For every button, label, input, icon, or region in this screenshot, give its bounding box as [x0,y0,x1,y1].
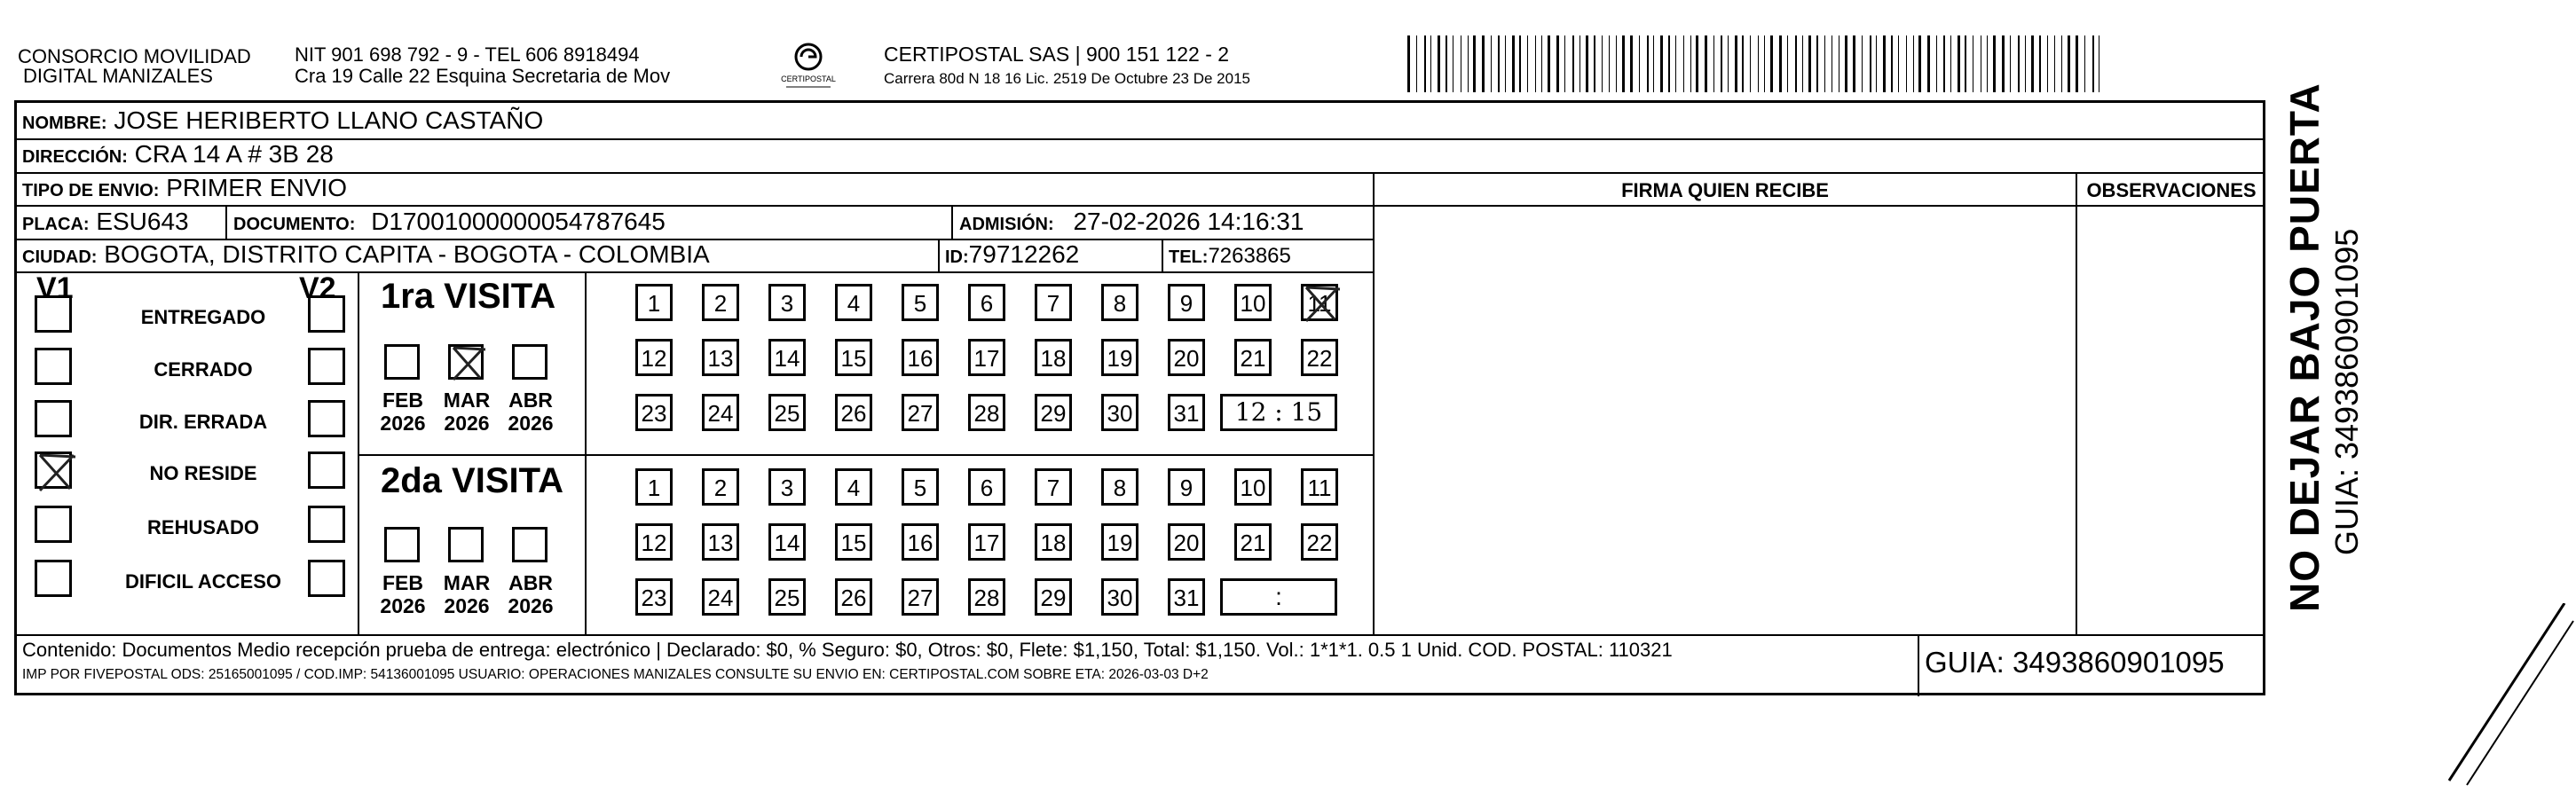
placa-row [22,208,189,239]
visit1-day-box[interactable]: 2 [702,284,739,321]
check-mark-icon [1301,284,1342,325]
visit1-day-box[interactable]: 24 [702,394,739,431]
ciudad-label: CIUDAD: [22,247,98,267]
visit1-month-label: FEB [382,389,423,412]
visit1-day-box[interactable]: 6 [968,284,1005,321]
v1-header: V1 [36,271,74,305]
visit1-day-box[interactable]: 17 [968,339,1005,376]
visit1-title: 1ra VISITA [381,277,556,316]
visit1-day-box[interactable]: 12 [635,339,673,376]
address-line: Cra 19 Calle 22 Esquina Secretaria de Mov [295,65,671,87]
footer-guia: GUIA: 3493860901095 [1925,646,2225,679]
status-label: REHUSADO [147,516,259,538]
tel-value: 7263865 [1208,244,1291,268]
visit2-day-box[interactable]: 5 [902,468,939,506]
status-v2-checkbox[interactable] [308,560,345,597]
visit1-day-box[interactable]: 13 [702,339,739,376]
visit2-day-box[interactable]: 25 [768,578,806,616]
id-value: 79712262 [968,240,1080,268]
visit1-day-box[interactable]: 14 [768,339,806,376]
visit1-day-box[interactable]: 8 [1101,284,1138,321]
admision-value: 27-02-2026 14:16:31 [1073,208,1304,235]
admision-label: ADMISIÓN: [959,215,1054,234]
status-v1-checkbox[interactable] [35,560,72,597]
visit2-day-box[interactable]: 13 [702,523,739,561]
visit2-day-box[interactable]: 26 [835,578,872,616]
v2-header: V2 [299,271,336,305]
visit1-day-box[interactable]: 25 [768,394,806,431]
visit1-day-box[interactable]: 20 [1168,339,1205,376]
visit2-year-label: 2026 [380,594,426,617]
tipo-label: TIPO DE ENVIO: [22,181,160,200]
visit2-day-box[interactable]: 31 [1168,578,1205,616]
visit2-day-box[interactable]: 8 [1101,468,1138,506]
status-v1-checkbox[interactable] [35,295,72,333]
tel-label: TEL: [1169,247,1209,267]
visit1-day-box[interactable]: 11 [1301,284,1338,321]
certipostal-line2: Carrera 80d N 18 16 Lic. 2519 De Octubre 23 De 2015 [884,70,1250,87]
admision-row [959,208,1304,239]
logo-icon [770,41,847,94]
visit2-day-box[interactable]: 10 [1234,468,1272,506]
delivery-form [14,100,2265,695]
visit2-day-box[interactable]: 2 [702,468,739,506]
visit2-day-box[interactable]: 30 [1101,578,1138,616]
visit1-day-box[interactable]: 22 [1301,339,1338,376]
visit1-month-label: ABR [508,389,553,412]
visit2-day-box[interactable]: 4 [835,468,872,506]
visit1-day-box[interactable]: 23 [635,394,673,431]
certipostal-line1: CERTIPOSTAL SAS | 900 151 122 - 2 [884,43,1230,66]
nombre-value: JOSE HERIBERTO LLANO CASTAÑO [114,106,544,134]
status-v2-checkbox[interactable] [308,451,345,489]
status-label: ENTREGADO [140,306,266,328]
barcode-icon [1407,35,2108,92]
visit1-day-box[interactable]: 16 [902,339,939,376]
documento-row [233,208,666,239]
visit2-month-label: ABR [508,571,553,594]
status-label: DIR. ERRADA [138,411,268,433]
certipostal-logo [770,41,847,94]
company-name-line1: CONSORCIO MOVILIDAD [18,45,251,67]
visit2-day-box[interactable]: 3 [768,468,806,506]
company-name-line2: DIGITAL MANIZALES [23,65,213,87]
visit1-day-box[interactable]: 10 [1234,284,1272,321]
visit1-day-box[interactable]: 1 [635,284,673,321]
tel-row [1169,240,1291,271]
direccion-row [22,140,334,171]
nombre-row [22,106,543,137]
status-label: NO RESIDE [149,462,257,484]
visit2-day-box[interactable]: 19 [1101,523,1138,561]
footer-print-line: IMP POR FIVEPOSTAL ODS: 25165001095 / COD.IMP: 54136001095 USUARIO: OPERACIONES MANIZALES CONSULTE SU ENVIO EN: CERTIPOSTAL.COM SOBRE ETA: 2026-03-03 D+2 [22,667,1209,682]
id-row [945,240,1079,271]
placa-label: PLACA: [22,215,90,234]
side-notice [2281,82,2366,612]
visit2-month-checkbox[interactable] [384,527,420,562]
status-v1-checkbox[interactable] [35,348,72,385]
status-label: CERRADO [154,358,253,381]
visit2-day-box[interactable]: 9 [1168,468,1205,506]
visit1-day-box[interactable]: 9 [1168,284,1205,321]
check-mark-icon [35,451,77,494]
visit2-year-label: 2026 [508,594,554,617]
visit1-day-box[interactable]: 4 [835,284,872,321]
status-v1-checkbox[interactable] [35,506,72,543]
visit2-month-label: FEB [382,571,423,594]
observaciones-header: OBSERVACIONES [2086,179,2257,201]
status-v1-checkbox[interactable] [35,451,72,489]
side-guia-text: GUIA: 3493860901095 [2328,228,2365,555]
status-v2-checkbox[interactable] [308,506,345,543]
visit1-day-box[interactable]: 19 [1101,339,1138,376]
page-fold-lines [2431,603,2576,793]
svg-text:CERTIPOSTAL: CERTIPOSTAL [781,75,836,83]
ciudad-value: BOGOTA, DISTRITO CAPITA - BOGOTA - COLOMBIA [104,240,710,268]
footer-contents-line: Contenido: Documentos Medio recepción prueba de entrega: electrónico | Declarado: $0, % Seguro: $0, Otros: $0, Flete: $1,150, Total: $1,150. Vol.: 1*1*1. 0.5 1 Unid. COD. POSTAL: 110321 [22,639,1673,661]
visit2-day-box[interactable]: 18 [1035,523,1072,561]
barcode [1407,35,2108,92]
visit1-day-box[interactable]: 28 [968,394,1005,431]
nombre-label: NOMBRE: [22,114,107,133]
visit2-title: 2da VISITA [381,461,563,500]
visit2-day-box[interactable]: 27 [902,578,939,616]
id-label: ID: [945,247,969,267]
signature-area[interactable] [1375,207,2074,633]
visit1-month-checkbox[interactable] [384,344,420,380]
visit2-day-box[interactable]: 23 [635,578,673,616]
visit2-day-box[interactable]: 21 [1234,523,1272,561]
visit1-day-box[interactable]: 3 [768,284,806,321]
observations-area[interactable] [2077,207,2264,633]
tipo-value: PRIMER ENVIO [166,174,348,201]
visit2-day-box[interactable]: 15 [835,523,872,561]
visit2-day-box[interactable]: 17 [968,523,1005,561]
visit1-day-box[interactable]: 18 [1035,339,1072,376]
visit1-day-box[interactable]: 30 [1101,394,1138,431]
visit2-day-box[interactable]: 14 [768,523,806,561]
visit2-day-box[interactable]: 24 [702,578,739,616]
direccion-label: DIRECCIÓN: [22,147,128,167]
visit2-year-label: 2026 [444,594,490,617]
visit2-day-box[interactable]: 29 [1035,578,1072,616]
firma-header: FIRMA QUIEN RECIBE [1621,179,1829,201]
visit1-year-label: 2026 [380,412,426,435]
direccion-value: CRA 14 A # 3B 28 [134,140,334,168]
visit2-day-box[interactable]: 6 [968,468,1005,506]
visit1-day-box[interactable]: 5 [902,284,939,321]
visit1-day-box[interactable]: 7 [1035,284,1072,321]
visit2-month-checkbox[interactable] [448,527,484,562]
visit1-day-box[interactable]: 27 [902,394,939,431]
check-mark-icon [448,344,487,383]
placa-value: ESU643 [96,208,189,235]
visit1-year-label: 2026 [444,412,490,435]
visit1-day-box[interactable]: 26 [835,394,872,431]
visit1-day-box[interactable]: 31 [1168,394,1205,431]
nit-line: NIT 901 698 792 - 9 - TEL 606 8918494 [295,43,640,66]
visit1-year-label: 2026 [508,412,554,435]
visit1-day-box[interactable]: 29 [1035,394,1072,431]
visit2-day-box[interactable]: 16 [902,523,939,561]
visit2-day-box[interactable]: 7 [1035,468,1072,506]
side-notice-text: NO DEJAR BAJO PUERTA [2281,82,2328,612]
visit2-month-label: MAR [443,571,491,594]
tipo-row [22,174,347,205]
status-v2-checkbox[interactable] [308,295,345,333]
visit2-time-box[interactable]: : [1220,578,1337,616]
visit1-time-box[interactable]: 12 : 15 [1220,394,1337,431]
documento-label: DOCUMENTO: [233,215,356,234]
visit2-day-box[interactable]: 12 [635,523,673,561]
visit2-day-box[interactable]: 11 [1301,468,1338,506]
visit1-month-label: MAR [443,389,491,412]
status-label: DIFICIL ACCESO [124,570,281,593]
status-v1-checkbox[interactable] [35,400,72,437]
visit1-month-checkbox[interactable] [512,344,547,380]
visit2-day-box[interactable]: 22 [1301,523,1338,561]
visit2-day-box[interactable]: 20 [1168,523,1205,561]
documento-value: D17001000000054787645 [371,208,666,235]
status-v2-checkbox[interactable] [308,348,345,385]
visit1-day-box[interactable]: 15 [835,339,872,376]
ciudad-row [22,240,710,271]
status-v2-checkbox[interactable] [308,400,345,437]
visit2-day-box[interactable]: 28 [968,578,1005,616]
visit1-month-checkbox[interactable] [448,344,484,380]
visit2-month-checkbox[interactable] [512,527,547,562]
visit2-day-box[interactable]: 1 [635,468,673,506]
visit1-day-box[interactable]: 21 [1234,339,1272,376]
